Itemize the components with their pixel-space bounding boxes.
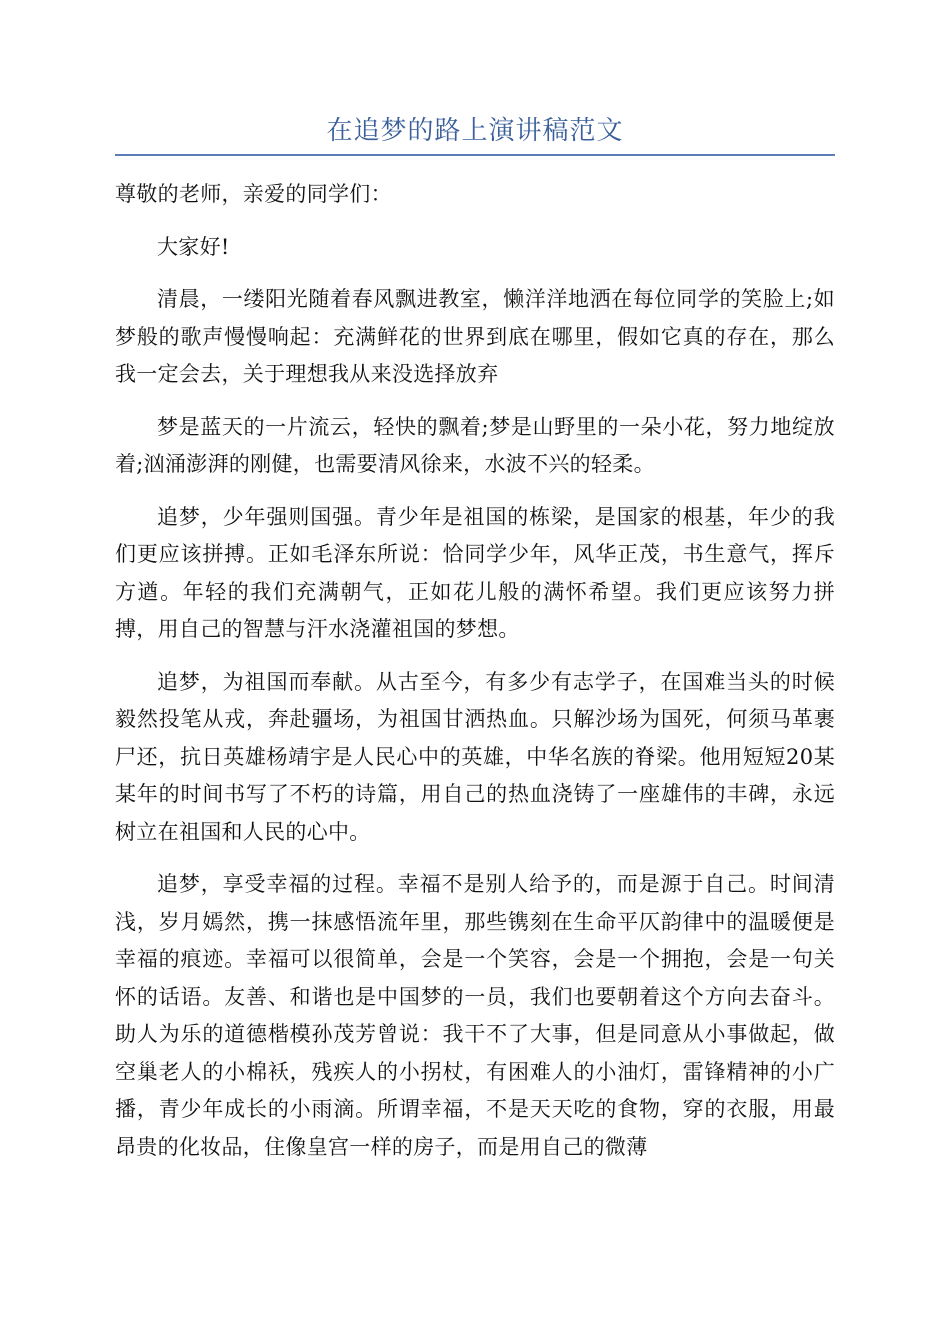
paragraph: 追梦，为祖国而奉献。从古至今，有多少有志学子，在国难当头的时候毅然投笔从戎，奔赴疆场，为祖国甘洒热血。只解沙场为国死，何须马革裹尸还，抗日英雄杨靖宇是人民心中的英雄，中华名族的脊梁。他用短短20某某年的时间书写了不朽的诗篇，用自己的热血浇铸了一座雄伟的丰碑，永远树立在祖国和人民的心中。	[115, 669, 835, 844]
paragraph: 梦是蓝天的一片流云，轻快的飘着;梦是山野里的一朵小花，努力地绽放着;汹涌澎湃的刚健，也需要清风徐来，水波不兴的轻柔。	[115, 414, 835, 476]
greeting: 大家好!	[157, 234, 230, 259]
paragraph: 清晨，一缕阳光随着春风飘进教室，懒洋洋地洒在每位同学的笑脸上;如梦般的歌声慢慢响起：充满鲜花的世界到底在哪里，假如它真的存在，那么我一定会去，关于理想我从来没选择放弃	[115, 287, 835, 386]
paragraph: 追梦，享受幸福的过程。幸福不是别人给予的，而是源于自己。时间清浅，岁月嫣然，携一抹感悟流年里，那些镌刻在生命平仄韵律中的温暖便是幸福的痕迹。幸福可以很简单，会是一个笑容，会是一个拥抱，会是一句关怀的话语。友善、和谐也是中国梦的一员，我们也要朝着这个方向去奋斗。助人为乐的道德楷模孙茂芳曾说：我干不了大事，但是同意从小事做起，做空巢老人的小棉袄，残疾人的小拐杖，有困难人的小油灯，雷锋精神的小广播，青少年成长的小雨滴。所谓幸福，不是天天吃的食物，穿的衣服，用最昂贵的化妆品，住像皇宫一样的房子，而是用自己的微薄	[115, 872, 835, 1159]
paragraph: 追梦，少年强则国强。青少年是祖国的栋梁，是国家的根基，年少的我们更应该拼搏。正如毛泽东所说：恰同学少年，风华正茂，书生意气，挥斥方遒。年轻的我们充满朝气，正如花儿般的满怀希望。我们更应该努力拼搏，用自己的智慧与汗水浇灌祖国的梦想。	[115, 504, 835, 641]
document-title: 在追梦的路上演讲稿范文	[326, 116, 624, 146]
title-underline	[115, 154, 835, 156]
document-body	[115, 176, 835, 1181]
salutation: 尊敬的老师，亲爱的同学们：	[115, 182, 392, 206]
